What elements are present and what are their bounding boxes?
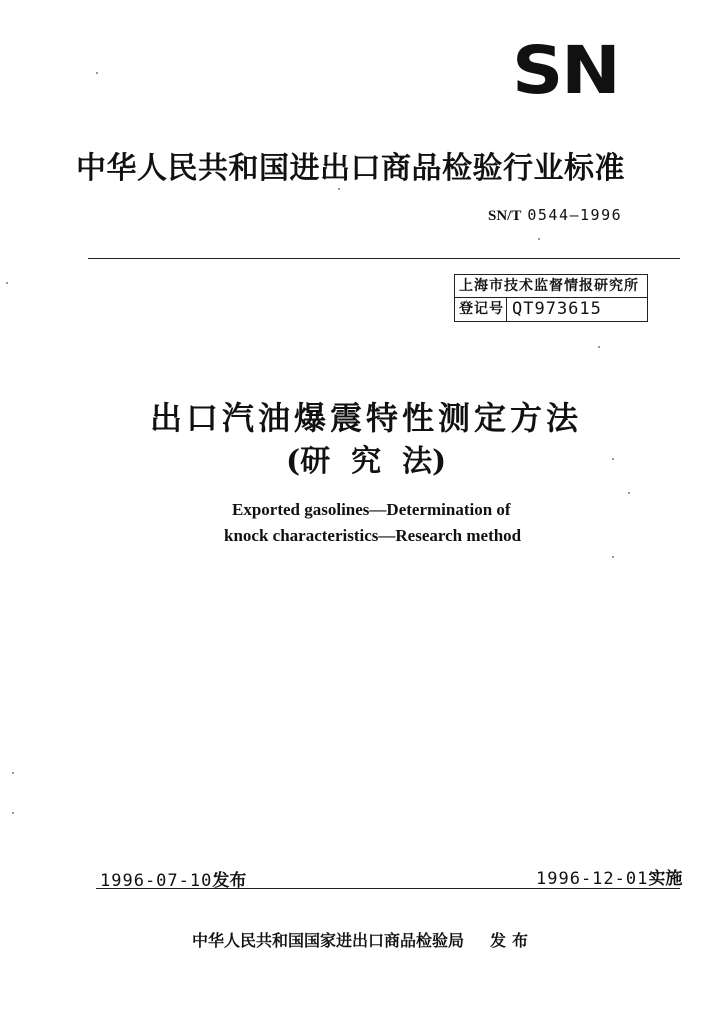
- implementation-date-value: 1996-12-01: [536, 869, 649, 889]
- implementation-date-label: 实施: [648, 869, 683, 889]
- publisher-action: 发布: [490, 931, 535, 950]
- standard-code-number: 0544—1996: [527, 206, 623, 224]
- stamp-institute: 上海市技术监督情报研究所: [455, 275, 647, 298]
- document-title-en-line2: knock characteristics—Research method: [224, 526, 522, 545]
- issue-date-value: 1996-07-10: [100, 871, 213, 891]
- publisher-line: [192, 928, 534, 951]
- standard-category-heading: 中华人民共和国进出口商品检验行业标准: [76, 151, 625, 186]
- scan-speck: [612, 458, 614, 460]
- registration-stamp: [454, 274, 648, 322]
- document-subtitle-cn: (研 究 法): [286, 444, 447, 479]
- issue-date-label: 发布: [212, 871, 247, 891]
- scan-speck: [12, 772, 14, 774]
- stamp-reg-label: 登记号: [455, 298, 507, 322]
- scan-speck: [96, 72, 98, 74]
- footer-divider: [96, 888, 680, 889]
- implementation-date: [536, 864, 682, 889]
- standard-code-prefix: SN/T: [488, 208, 522, 224]
- document-title-en-line1: Exported gasolines—Determination of: [232, 500, 511, 519]
- standard-code: [488, 206, 622, 225]
- sn-logo: SN: [512, 32, 619, 109]
- scan-speck: [612, 556, 614, 558]
- stamp-reg-number: QT973615: [512, 299, 602, 319]
- publisher-name: 中华人民共和国国家进出口商品检验局: [192, 931, 465, 950]
- scan-speck: [6, 282, 8, 284]
- scan-speck: [338, 188, 340, 190]
- scan-speck: [12, 812, 14, 814]
- document-title-cn: 出口汽油爆震特性测定方法: [150, 399, 583, 437]
- header-divider: [88, 258, 680, 259]
- scan-speck: [538, 238, 540, 240]
- scan-speck: [628, 492, 630, 494]
- scan-speck: [598, 346, 600, 348]
